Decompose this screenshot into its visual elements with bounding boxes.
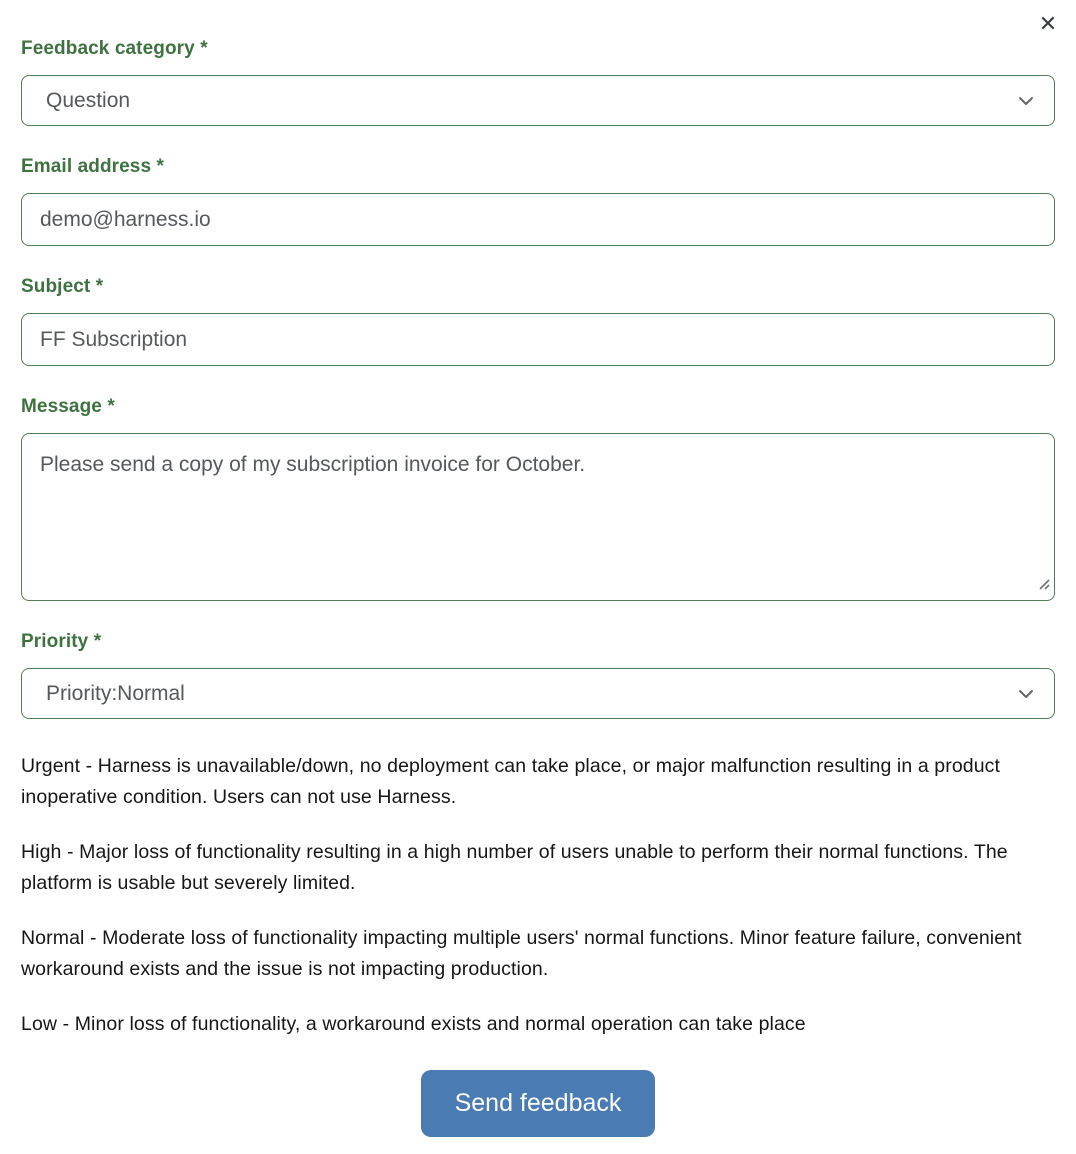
- send-feedback-button[interactable]: Send feedback: [421, 1070, 656, 1137]
- subject-label: Subject *: [21, 276, 104, 297]
- email-group: [21, 156, 1055, 246]
- feedback-category-value: Question: [46, 88, 131, 112]
- priority-description-low: Low - Minor loss of functionality, a workaround exists and normal operation can take place: [21, 1013, 806, 1035]
- priority-select[interactable]: [21, 668, 1055, 719]
- priority-group: [21, 631, 1055, 719]
- priority-description-urgent: Urgent - Harness is unavailable/down, no deployment can take place, or major malfunction resulting in a product inoperative condition. Users can not use Harness.: [21, 755, 1001, 808]
- feedback-category-group: [21, 38, 1055, 126]
- chevron-down-icon: [1016, 684, 1036, 704]
- message-group: [21, 396, 1055, 601]
- priority-value: Priority:Normal: [46, 681, 185, 705]
- feedback-category-label: Feedback category *: [21, 38, 208, 59]
- message-field[interactable]: [21, 433, 1055, 601]
- priority-description-normal: Normal - Moderate loss of functionality impacting multiple users' normal functions. Minor feature failure, convenient workaround exists and the issue is not impacting production.: [21, 927, 1022, 980]
- email-label: Email address *: [21, 156, 165, 177]
- close-icon[interactable]: ✕: [1038, 11, 1058, 36]
- subject-group: [21, 276, 1055, 366]
- submit-row: [21, 1070, 1055, 1137]
- priority-description-high: High - Major loss of functionality resulting in a high number of users unable to perform their normal functions. The platform is usable but severely limited.: [21, 841, 1008, 894]
- priority-descriptions: [0, 750, 1076, 1137]
- priority-label: Priority *: [21, 631, 102, 652]
- email-field[interactable]: [21, 193, 1055, 246]
- chevron-down-icon: [1016, 91, 1036, 111]
- subject-field[interactable]: [21, 313, 1055, 366]
- message-label: Message *: [21, 396, 115, 417]
- feedback-category-select[interactable]: [21, 75, 1055, 126]
